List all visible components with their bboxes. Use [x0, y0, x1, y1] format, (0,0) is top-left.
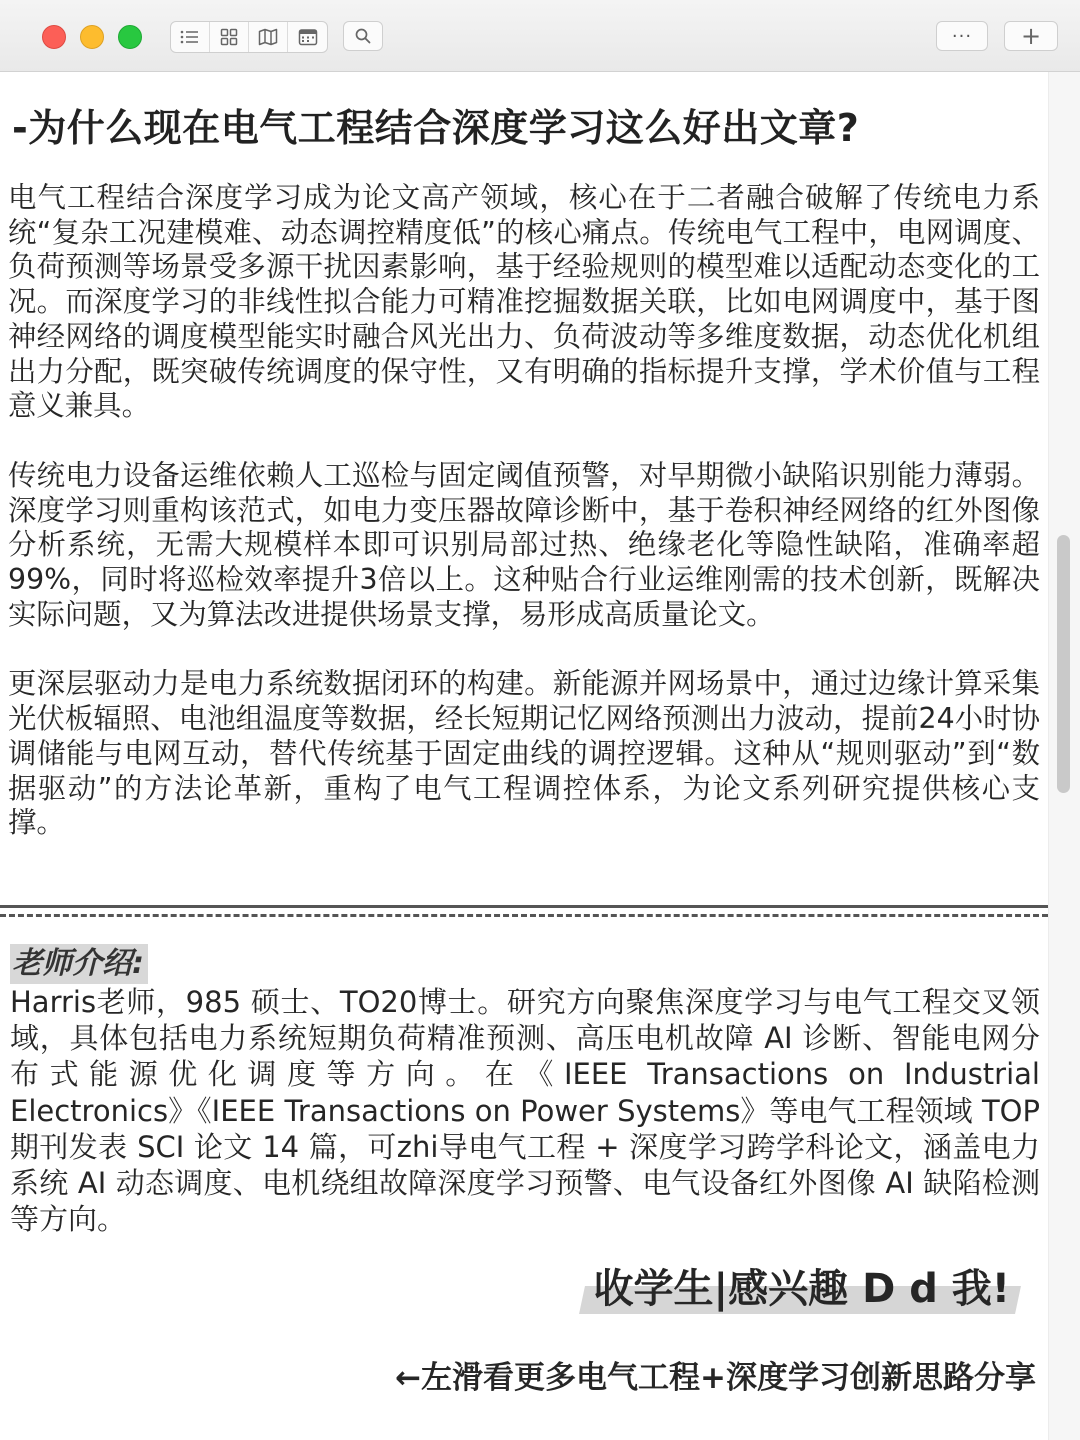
note-content: [8, 72, 1040, 841]
calendar-icon: [298, 28, 318, 46]
list-view-button[interactable]: [171, 22, 210, 52]
divider-solid-line: [0, 905, 1048, 908]
zoom-window-button[interactable]: [118, 25, 142, 49]
close-window-button[interactable]: [42, 25, 66, 49]
article-title: -为什么现在电气工程结合深度学习这么好出文章?: [12, 106, 860, 150]
teacher-intro-section: [10, 944, 1040, 1237]
swipe-hint: ←左滑看更多电气工程+深度学习创新思路分享: [395, 1360, 1036, 1396]
minimize-window-button[interactable]: [80, 25, 104, 49]
map-icon: [258, 28, 278, 46]
article-paragraph-2: 传统电力设备运维依赖人工巡检与固定阈值预警，对早期微小缺陷识别能力薄弱。深度学习则重构该范式，如电力变压器故障诊断中，基于卷积神经网络的红外图像分析系统，无需大规模样本即可识别局部过热、绝缘老化等隐性缺陷，准确率超99%，同时将巡检效率提升3倍以上。这种贴合行业运维刚需的技术创新，既解决实际问题，又为算法改进提供场景支撑，易形成高质量论文。: [8, 458, 1040, 631]
calendar-view-button[interactable]: [288, 22, 327, 52]
map-view-button[interactable]: [249, 22, 288, 52]
article-paragraph-3: 更深层驱动力是电力系统数据闭环的构建。新能源并网场景中，通过边缘计算采集光伏板辐照、电池组温度等数据，经长短期记忆网络预测出力波动，提前24小时协调储能与电网互动，替代传统基于固定曲线的调控逻辑。这种从“规则驱动”到“数据驱动”的方法论革新，重构了电气工程调控体系，为论文系列研究提供核心支撑。: [8, 667, 1040, 840]
divider-dashed-line: [0, 914, 1048, 917]
callout-text: 收学生|感兴趣 D d 我!: [593, 1266, 1010, 1312]
list-icon: [180, 29, 200, 45]
plus-icon: +: [1020, 22, 1042, 50]
add-note-button[interactable]: [1004, 21, 1058, 51]
grid-icon: [220, 28, 238, 46]
more-options-button[interactable]: [936, 21, 988, 51]
view-mode-segmented-control: [170, 21, 328, 53]
ellipsis-icon: ···: [951, 25, 973, 47]
vertical-scrollbar-thumb[interactable]: [1057, 535, 1070, 793]
teacher-intro-heading: 老师介绍:: [10, 944, 148, 984]
teacher-intro-body: Harris老师，985 硕士、TO20博士。研究方向聚焦深度学习与电气工程交叉领域，具体包括电力系统短期负荷精准预测、高压电机故障 AI 诊断、智能电网分布式能源优化调度等方向。在《IEEE Transactions on Industrial Electronics》《IEEE Transactions on Power Systems》等电气工程领域 TOP 期刊发表 SCI 论文 14 篇，可zhi导电气工程 + 深度学习跨学科论文，涵盖电力系统 AI 动态调度、电机绕组故障深度学习预警、电气设备红外图像 AI 缺陷检测等方向。: [10, 985, 1040, 1237]
grid-view-button[interactable]: [210, 22, 249, 52]
window-toolbar: [0, 0, 1080, 72]
search-icon: [355, 28, 371, 44]
recruit-callout: [594, 1262, 1010, 1316]
section-divider: [0, 905, 1048, 919]
article-paragraph-1: 电气工程结合深度学习成为论文高产领域，核心在于二者融合破解了传统电力系统“复杂工况建模难、动态调控精度低”的核心痛点。传统电气工程中，电网调度、负荷预测等场景受多源干扰因素影响，基于经验规则的模型难以适配动态变化的工况。而深度学习的非线性拟合能力可精准挖掘数据关联，比如电网调度中，基于图神经网络的调度模型能实时融合风光出力、负荷波动等多维度数据，动态优化机组出力分配，既突破传统调度的保守性，又有明确的指标提升支撑，学术价值与工程意义兼具。: [8, 181, 1040, 423]
search-button[interactable]: [343, 21, 383, 51]
